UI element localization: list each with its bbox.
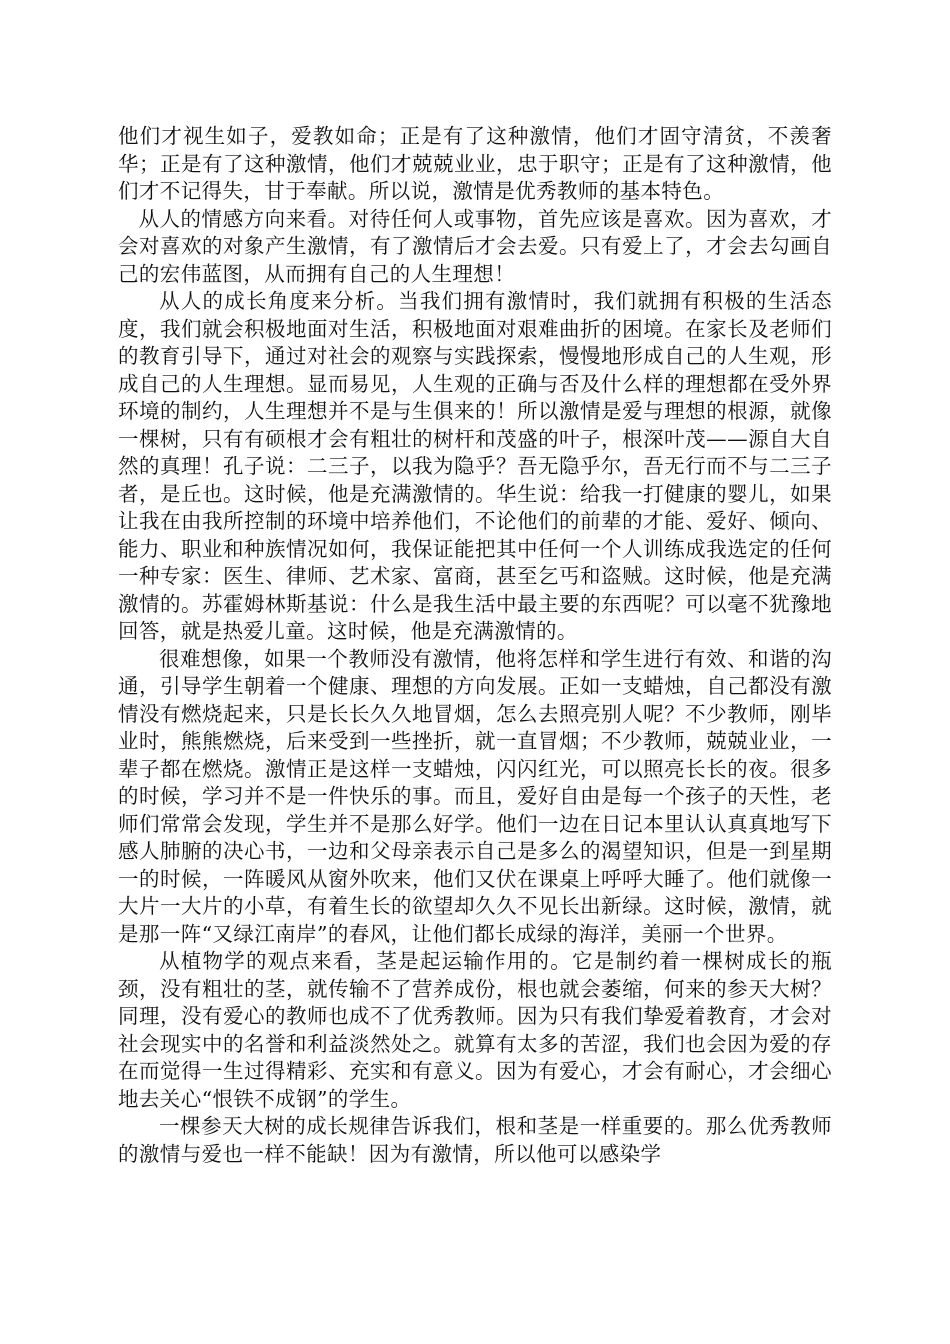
document-page	[118, 123, 832, 1168]
paragraph-botany-view: 从植物学的观点来看，茎是起运输作用的。它是制约着一棵树成长的瓶颈，没有粗壮的茎，就传输不了营养成份，根也就会萎缩，何来的参天大树？同理，没有爱心的教师也成不了优秀教师。因为只有我们挚爱着教育，才会对社会现实中的名誉和利益淡然处之。就算有太多的苦涩，我们也会因为爱的存在而觉得一生过得精彩、充实和有意义。因为有爱心，才会有耐心，才会细心地去关心“恨铁不成钢”的学生。	[118, 949, 832, 1111]
paragraph-growth-perspective: 从人的成长角度来分析。当我们拥有激情时，我们就拥有积极的生活态度，我们就会积极地面对生活，积极地面对艰难曲折的困境。在家长及老师们的教育引导下，通过对社会的观察与实践探索，慢慢地形成自己的人生观，形成自己的人生理想。显而易见，人生观的正确与否及什么样的理想都在受外界环境的制约，人生理想并不是与生俱来的！所以激情是爱与理想的根源，就像一棵树，只有有硕根才会有粗壮的树杆和茂盛的叶子，根深叶茂——源自大自然的真理！孔子说：二三子，以我为隐乎？吾无隐乎尔，吾无行而不与二三子者，是丘也。这时候，他是充满激情的。华生说：给我一打健康的婴儿，如果让我在由我所控制的环境中培养他们，不论他们的前辈的才能、爱好、倾向、能力、职业和种族情况如何，我保证能把其中任何一个人训练成我选定的任何一种专家：医生、律师、艺术家、富商，甚至乞丐和盗贼。这时候，他是充满激情的。苏霍姆林斯基说：什么是我生活中最主要的东西呢？可以毫不犹豫地回答，就是热爱儿童。这时候，他是充满激情的。	[118, 289, 832, 643]
paragraph-candle-metaphor: 很难想像，如果一个教师没有激情，他将怎样和学生进行有效、和谐的沟通，引导学生朝着一个健康、理想的方向发展。正如一支蜡烛，自己都没有激情没有燃烧起来，只是长长久久地冒烟，怎么去照亮别人呢？不少教师，刚毕业时，熊熊燃烧，后来受到一些挫折，就一直冒烟；不少教师，兢兢业业，一辈子都在燃烧。激情正是这样一支蜡烛，闪闪红光，可以照亮长长的夜。很多的时候，学习并不是一件快乐的事。而且，爱好自由是每一个孩子的天性，老师们常常会发现，学生并不是那么好学。他们一边在日记本里认认真真地写下感人肺腑的决心书，一边和父母亲表示自己是多么的渴望知识，但是一到星期一的时候，一阵暖风从窗外吹来，他们又伏在课桌上呼呼大睡了。他们就像一大片一大片的小草，有着生长的欲望却久久不见长出新绿。这时候，激情，就是那一阵“又绿江南岸”的春风，让他们都长成绿的海洋，美丽一个世界。	[118, 646, 832, 946]
paragraph-passion-as-trait: 他们才视生如子，爱教如命；正是有了这种激情，他们才固守清贫，不羡奢华；正是有了这种激情，他们才兢兢业业，忠于职守；正是有了这种激情，他们才不记得失，甘于奉献。所以说，激情是优秀教师的基本特色。	[118, 124, 832, 203]
paragraph-tree-growth: 一棵参天大树的成长规律告诉我们，根和茎是一样重要的。那么优秀教师的激情与爱也一样不能缺！因为有激情，所以他可以感染学	[118, 1114, 832, 1166]
paragraph-emotional-direction: 从人的情感方向来看。对待任何人或事物，首先应该是喜欢。因为喜欢，才会对喜欢的对象产生激情，有了激情后才会去爱。只有爱上了，才会去勾画自己的宏伟蓝图，从而拥有自己的人生理想！	[118, 206, 832, 286]
